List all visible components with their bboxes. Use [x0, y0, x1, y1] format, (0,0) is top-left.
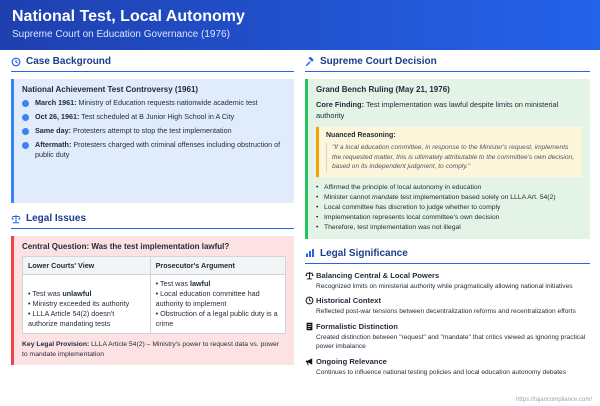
list-item: • Local committee has discretion to judge whether to comply	[316, 203, 582, 213]
timeline-dot	[22, 128, 29, 135]
nuanced-quote: "If a local education committee, in response to the Minister's request, implements the requested matter, this is ultimately attributable to the committee's own decision, based on its independent judgment, to comply."	[326, 143, 575, 172]
significance-title: Legal Significance	[305, 248, 590, 264]
list-item: Ongoing Relevance Continues to influence national testing policies and local education autonomy debates	[305, 357, 590, 378]
list-item: Balancing Central & Local Powers Recognized limits on ministerial authority while pragmatically allowing national initiatives	[305, 271, 590, 292]
nuanced-title: Nuanced Reasoning:	[326, 132, 396, 139]
central-question: Central Question: Was the test implementation lawful?	[22, 242, 230, 251]
lower-courts-cell: • Test was unlawful • Ministry exceeded its authority • LLLA Article 54(2) doesn't authorize mandating tests	[23, 275, 151, 334]
chart-icon	[305, 248, 315, 258]
timeline-item: March 1961: Ministry of Education requests nationwide academic test	[22, 98, 286, 108]
legal-issues-box	[11, 236, 294, 365]
document-icon	[305, 322, 314, 331]
list-item: • Minister cannot mandate test implementation based solely on LLLA Art. 54(2)	[316, 193, 582, 203]
footer-url: https://tajancompliance.com/	[515, 397, 592, 403]
significance-list	[305, 271, 590, 378]
left-column	[11, 56, 294, 365]
right-column	[305, 56, 590, 382]
legal-issues-title: Legal Issues	[11, 213, 294, 229]
nuanced-reasoning-box	[316, 127, 582, 177]
list-item: Formalistic Distinction Created distinction between "request" and "mandate" that critics viewed as ignoring practical power imbalance	[305, 322, 590, 352]
page-title: National Test, Local Autonomy	[12, 8, 245, 25]
case-background-title: Case Background	[11, 56, 294, 72]
core-finding: Core Finding: Test implementation was lawful despite limits on ministerial authority	[316, 100, 559, 120]
decision-title: Supreme Court Decision	[305, 56, 590, 72]
balance-scale-icon	[11, 214, 21, 224]
timeline-dot	[22, 100, 29, 107]
comparison-table	[22, 256, 286, 334]
ruling-heading: Grand Bench Ruling (May 21, 1976)	[316, 85, 450, 94]
page-subtitle: Supreme Court on Education Governance (1976)	[12, 29, 230, 40]
timeline-dot	[22, 142, 29, 149]
timeline-item: Aftermath: Protesters charged with criminal offenses including obstruction of public duty	[22, 140, 286, 160]
header-banner	[0, 0, 600, 50]
timeline-item: Same day: Protesters attempt to stop the test implementation	[22, 126, 286, 136]
timeline-dot	[22, 114, 29, 121]
list-item: • Affirmed the principle of local autonomy in education	[316, 183, 582, 193]
megaphone-icon	[305, 357, 314, 366]
gavel-icon	[305, 57, 315, 67]
history-icon	[11, 57, 21, 67]
case-background-box	[11, 79, 294, 203]
table-header: Lower Courts' View	[23, 257, 151, 275]
decision-box	[305, 79, 590, 239]
list-item: Historical Context Reflected post-war tensions between decentralization reforms and recentralization efforts	[305, 296, 590, 317]
case-heading: National Achievement Test Controversy (1961)	[22, 85, 199, 94]
table-header: Prosecutor's Argument	[150, 257, 285, 275]
prosecutor-cell: • Test was lawful • Local education committee had authority to implement • Obstruction of a legal public duty is a crime	[150, 275, 285, 334]
list-item: • Therefore, test implementation was not illegal	[316, 223, 582, 233]
timeline-item: Oct 26, 1961: Test scheduled at B Junior High School in A City	[22, 112, 286, 122]
decision-points	[316, 183, 582, 233]
balance-scale-icon	[305, 271, 314, 280]
list-item: • Implementation represents local committee's own decision	[316, 213, 582, 223]
key-legal-provision: Key Legal Provision: LLLA Article 54(2) – Ministry's power to request data vs. power to mandate implementation	[22, 341, 280, 358]
history-icon	[305, 296, 314, 305]
